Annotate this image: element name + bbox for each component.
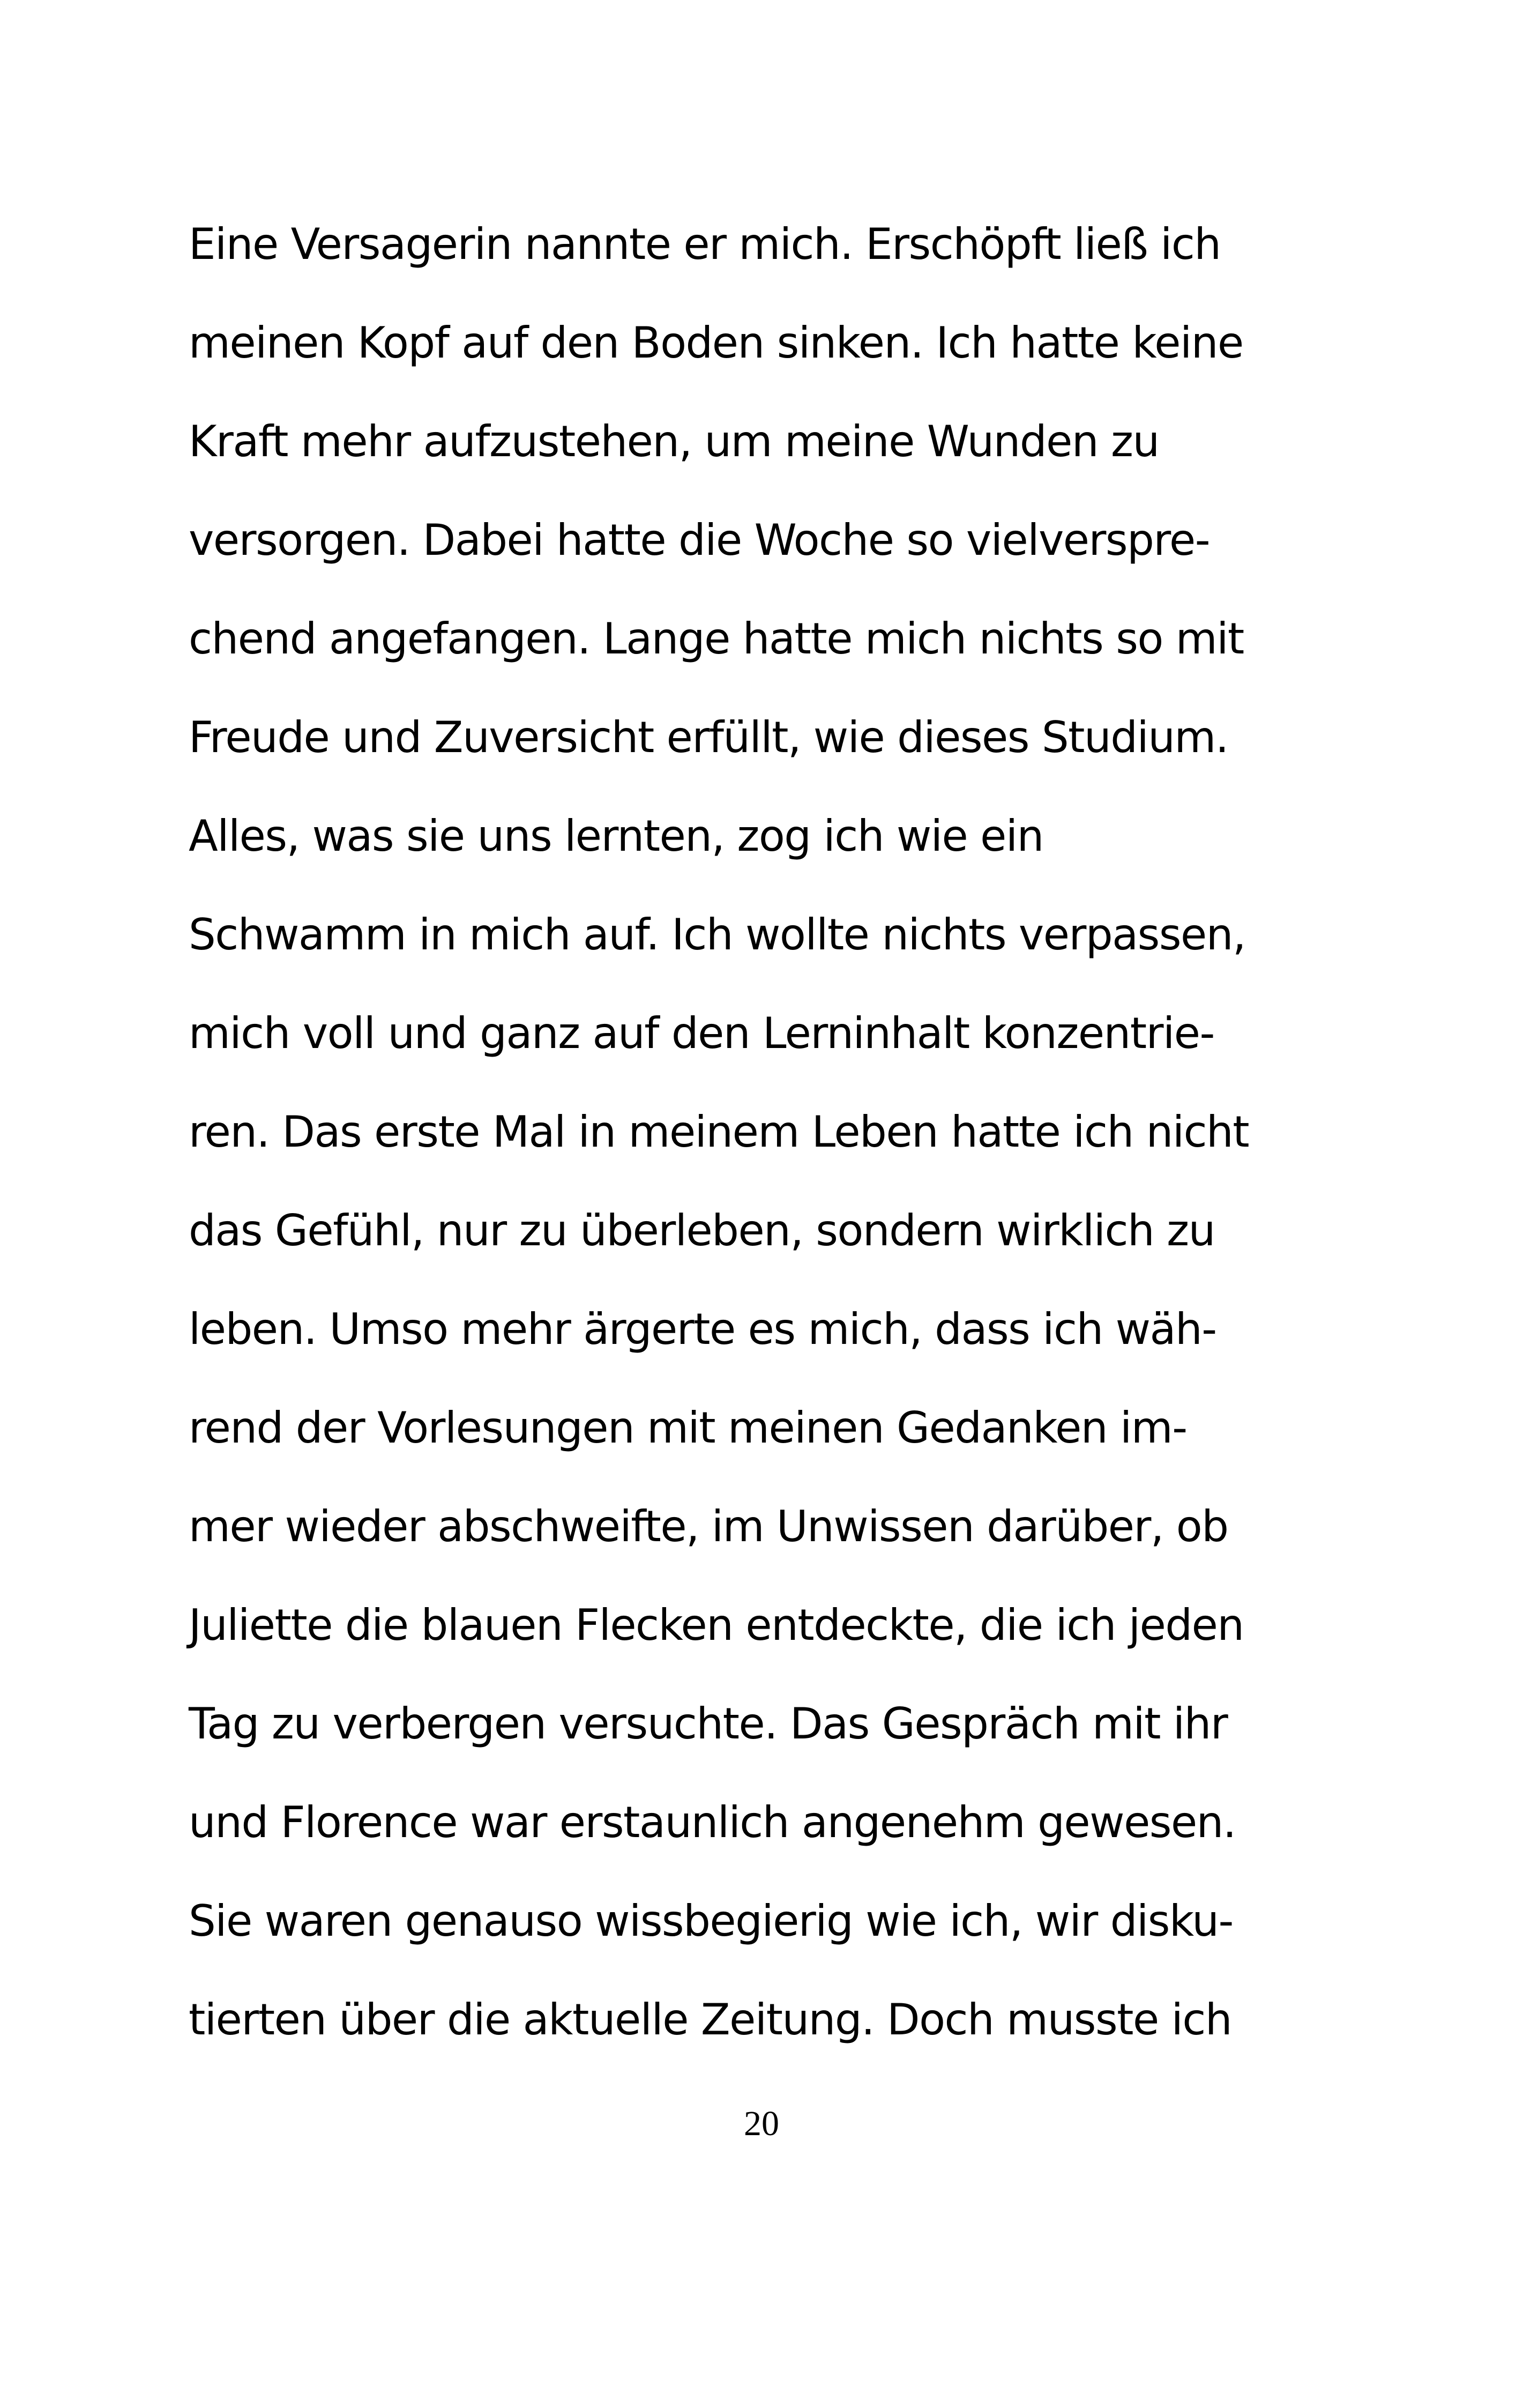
page-number: 20 — [744, 2104, 779, 2143]
text-line: ren. Das erste Mal in meinem Leben hatte ich nicht — [189, 1107, 1249, 1157]
text-line: mich voll und ganz auf den Lerninhalt konzentrie- — [189, 1008, 1214, 1058]
text-line: rend der Vorlesungen mit meinen Gedanken im- — [189, 1403, 1187, 1453]
text-line: Juliette die blauen Flecken entdeckte, die ich jeden — [189, 1600, 1244, 1650]
text-line: mer wieder abschweifte, im Unwissen darüber, ob — [189, 1502, 1228, 1551]
text-line: Alles, was sie uns lernten, zog ich wie ein — [189, 811, 1043, 861]
text-line: meinen Kopf auf den Boden sinken. Ich hatte keine — [189, 318, 1243, 368]
text-line: tierten über die aktuelle Zeitung. Doch musste ich — [189, 1995, 1232, 2045]
text-line: leben. Umso mehr ärgerte es mich, dass ich wäh- — [189, 1304, 1216, 1354]
text-line: Tag zu verbergen versuchte. Das Gespräch mit ihr — [189, 1699, 1228, 1749]
text-line: Kraft mehr aufzustehen, um meine Wunden zu — [189, 417, 1159, 466]
text-line: chend angefangen. Lange hatte mich nichts so mit — [189, 614, 1244, 664]
body-text — [189, 212, 1346, 2086]
text-line: das Gefühl, nur zu überleben, sondern wirklich zu — [189, 1206, 1215, 1255]
text-line: versorgen. Dabei hatte die Woche so vielverspre- — [189, 515, 1210, 565]
text-line: Eine Versagerin nannte er mich. Erschöpft ließ ich — [189, 219, 1221, 269]
text-line: Sie waren genauso wissbegierig wie ich, wir disku- — [189, 1896, 1233, 1946]
text-line: Freude und Zuversicht erfüllt, wie dieses Studium. — [189, 712, 1228, 762]
text-line: Schwamm in mich auf. Ich wollte nichts verpassen, — [189, 910, 1245, 960]
text-line: und Florence war erstaunlich angenehm gewesen. — [189, 1797, 1236, 1847]
